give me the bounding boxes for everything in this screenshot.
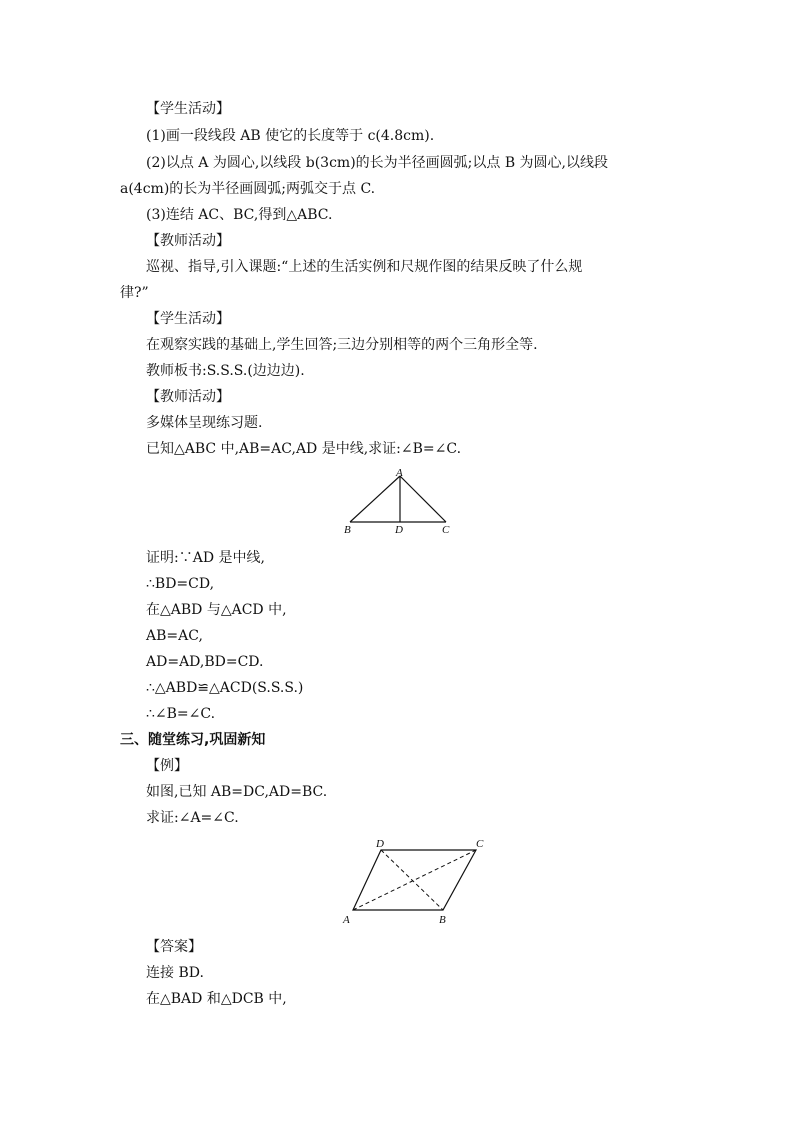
- board-note: 教师板书:S.S.S.(边边边).: [146, 363, 305, 379]
- proof-line-6: ∴△ABD≌△ACD(S.S.S.): [146, 680, 304, 696]
- proof-line-4: AB=AC,: [146, 628, 203, 644]
- heading-teacher-activity-2: 【教师活动】: [146, 389, 230, 405]
- section-heading-3: 三、随堂练习,巩固新知: [120, 732, 266, 748]
- student-answer: 在观察实践的基础上,学生回答;三边分别相等的两个三角形全等.: [146, 337, 538, 353]
- label-c2: C: [476, 838, 484, 850]
- parallelogram-outline: [353, 850, 476, 910]
- exercise-problem: 已知△ABC 中,AB=AC,AD 是中线,求证:∠B=∠C.: [146, 441, 462, 457]
- label-b: B: [344, 524, 351, 536]
- proof-line-5: AD=AD,BD=CD.: [146, 654, 264, 670]
- proof-line-7: ∴∠B=∠C.: [146, 706, 216, 722]
- parallelogram-figure: [340, 834, 490, 930]
- label-d: D: [395, 524, 403, 536]
- answer-line-1: 连接 BD.: [146, 965, 204, 981]
- label-a: A: [396, 467, 403, 479]
- example-prove: 求证:∠A=∠C.: [146, 810, 239, 826]
- heading-teacher-activity: 【教师活动】: [146, 233, 230, 249]
- triangle-figure: [340, 466, 460, 536]
- segment-ac: [400, 476, 446, 522]
- proof-line-3: 在△ABD 与△ACD 中,: [146, 602, 287, 618]
- heading-student-activity-2: 【学生活动】: [146, 311, 230, 327]
- heading-answer: 【答案】: [146, 939, 202, 955]
- teacher-question: 巡视、指导,引入课题:“上述的生活实例和尺规作图的结果反映了什么规: [146, 259, 583, 275]
- segment-ab: [350, 476, 400, 522]
- step-2: (2)以点 A 为圆心,以线段 b(3cm)的长为半径画圆弧;以点 B 为圆心,以线段: [146, 155, 609, 171]
- diagonal-ac: [353, 850, 476, 910]
- heading-student-activity: 【学生活动】: [146, 101, 230, 117]
- diagonal-bd: [381, 850, 443, 910]
- label-d2: D: [376, 838, 384, 850]
- proof-line-1: 证明:∵AD 是中线,: [146, 550, 265, 566]
- label-c: C: [442, 524, 450, 536]
- step-1: (1)画一段线段 AB 使它的长度等于 c(4.8cm).: [146, 128, 435, 144]
- heading-example: 【例】: [146, 758, 188, 774]
- label-a2: A: [343, 914, 350, 926]
- proof-line-2: ∴BD=CD,: [146, 576, 215, 592]
- label-b2: B: [439, 914, 446, 926]
- example-given: 如图,已知 AB=DC,AD=BC.: [146, 784, 328, 800]
- answer-line-2: 在△BAD 和△DCB 中,: [146, 991, 287, 1007]
- step-2-cont: a(4cm)的长为半径画圆弧;两弧交于点 C.: [120, 181, 376, 197]
- teacher-question-cont: 律?”: [120, 285, 149, 301]
- step-3: (3)连结 AC、BC,得到△ABC.: [146, 207, 333, 223]
- exercise-intro: 多媒体呈现练习题.: [146, 415, 263, 431]
